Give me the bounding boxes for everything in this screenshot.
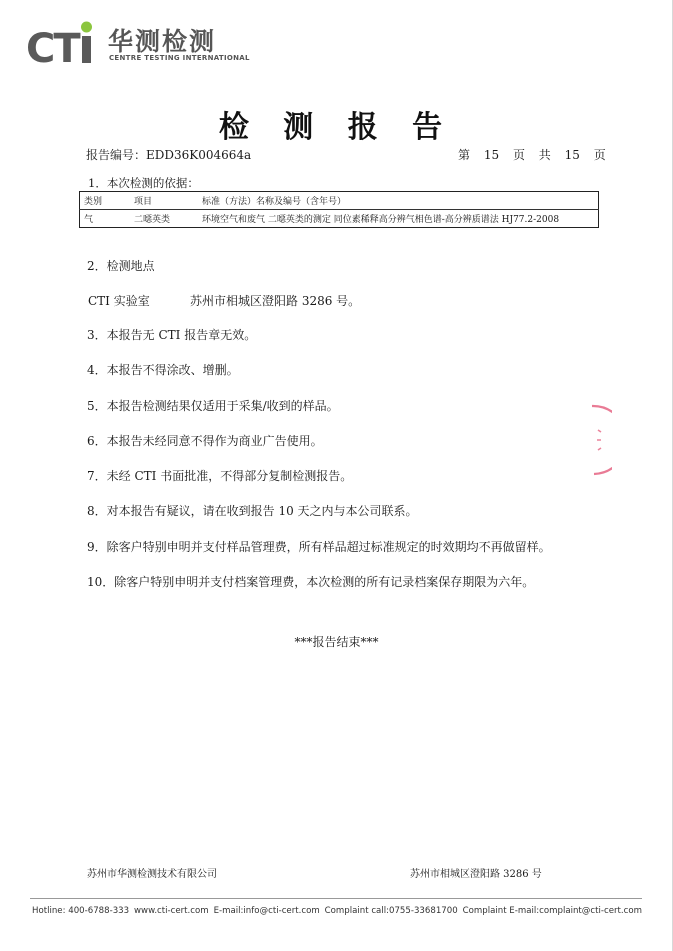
cti-logo-mark-icon (26, 18, 106, 68)
footer-company: 苏州市华测检测技术有限公司 (87, 869, 217, 880)
note-item: 10．除客户特别申明并支付档案管理费，本次检测的所有记录档案保存期限为六年。 (87, 575, 535, 589)
table-cell-standard: 环境空气和废气 二噁英类的测定 同位素稀释高分辨气相色谱-高分辨质谱法 HJ77.2-2008 (202, 215, 560, 225)
location-lab: CTI 实验室 (88, 294, 150, 308)
footer-address: 苏州市相城区澄阳路 3286 号 (410, 869, 542, 880)
page-ye2: 页 (593, 148, 606, 162)
report-number: 报告编号：EDD36K004664a (86, 148, 252, 162)
note-item: 5．本报告检测结果仅适用于采集/收到的样品。 (87, 399, 339, 413)
section-location-heading: 2．检测地点 (87, 259, 155, 273)
report-end-marker: ***报告结束*** (294, 635, 379, 649)
table-header-row (80, 192, 599, 210)
page-total: 15 (564, 148, 580, 162)
footer-complaint-email: Complaint E-mail:complaint@cti-cert.com (462, 906, 642, 916)
page-indicator (458, 146, 616, 163)
table-header-standard: 标准（方法）名称及编号（含年号） (198, 192, 599, 210)
logo-chinese-name: 华测检测 (108, 27, 217, 56)
footer-website: www.cti-cert.com (134, 906, 209, 916)
cti-logo (26, 18, 256, 68)
table-cell-item: 二噁英类 (134, 215, 171, 225)
table-cell-category: 气 (84, 215, 94, 225)
note-item: 8．对本报告有疑议，请在收到报告 10 天之内与本公司联系。 (87, 504, 418, 518)
footer-contact-bar (32, 906, 642, 916)
location-address: 苏州市相城区澄阳路 3286 号。 (190, 294, 361, 308)
page-di: 第 (458, 148, 471, 162)
table-header-category: 类别 (80, 192, 131, 210)
basis-table (79, 191, 599, 228)
table-row (80, 210, 599, 228)
note-item: 3．本报告无 CTI 报告章无效。 (87, 328, 257, 342)
footer-complaint-call: Complaint call:0755-33681700 (324, 906, 458, 916)
table-header-item: 项目 (130, 192, 198, 210)
note-item: 4．本报告不得涂改、增删。 (87, 363, 239, 377)
report-title: 检 测 报 告 (218, 110, 455, 145)
note-item: 9．除客户特别申明并支付样品管理费，所有样品超过标准规定的时效期均不再做留样。 (87, 540, 551, 554)
footer-email: E-mail:info@cti-cert.com (213, 906, 320, 916)
note-item: 7．未经 CTI 书面批准，不得部分复制检测报告。 (87, 469, 353, 483)
footer-hotline: Hotline: 400-6788-333 (32, 906, 130, 916)
note-item: 6．本报告未经同意不得作为商业广告使用。 (87, 434, 323, 448)
page-ye: 页 (512, 148, 525, 162)
logo-english-name: CENTRE TESTING INTERNATIONAL (109, 54, 250, 62)
footer-divider (30, 898, 642, 899)
section-basis-heading: 1．本次检测的依据： (88, 176, 199, 190)
page-current: 15 (483, 148, 500, 162)
page-gong: 共 (538, 148, 551, 162)
svg-text:CT: CT (26, 26, 79, 68)
seal-stamp-icon (572, 400, 612, 480)
